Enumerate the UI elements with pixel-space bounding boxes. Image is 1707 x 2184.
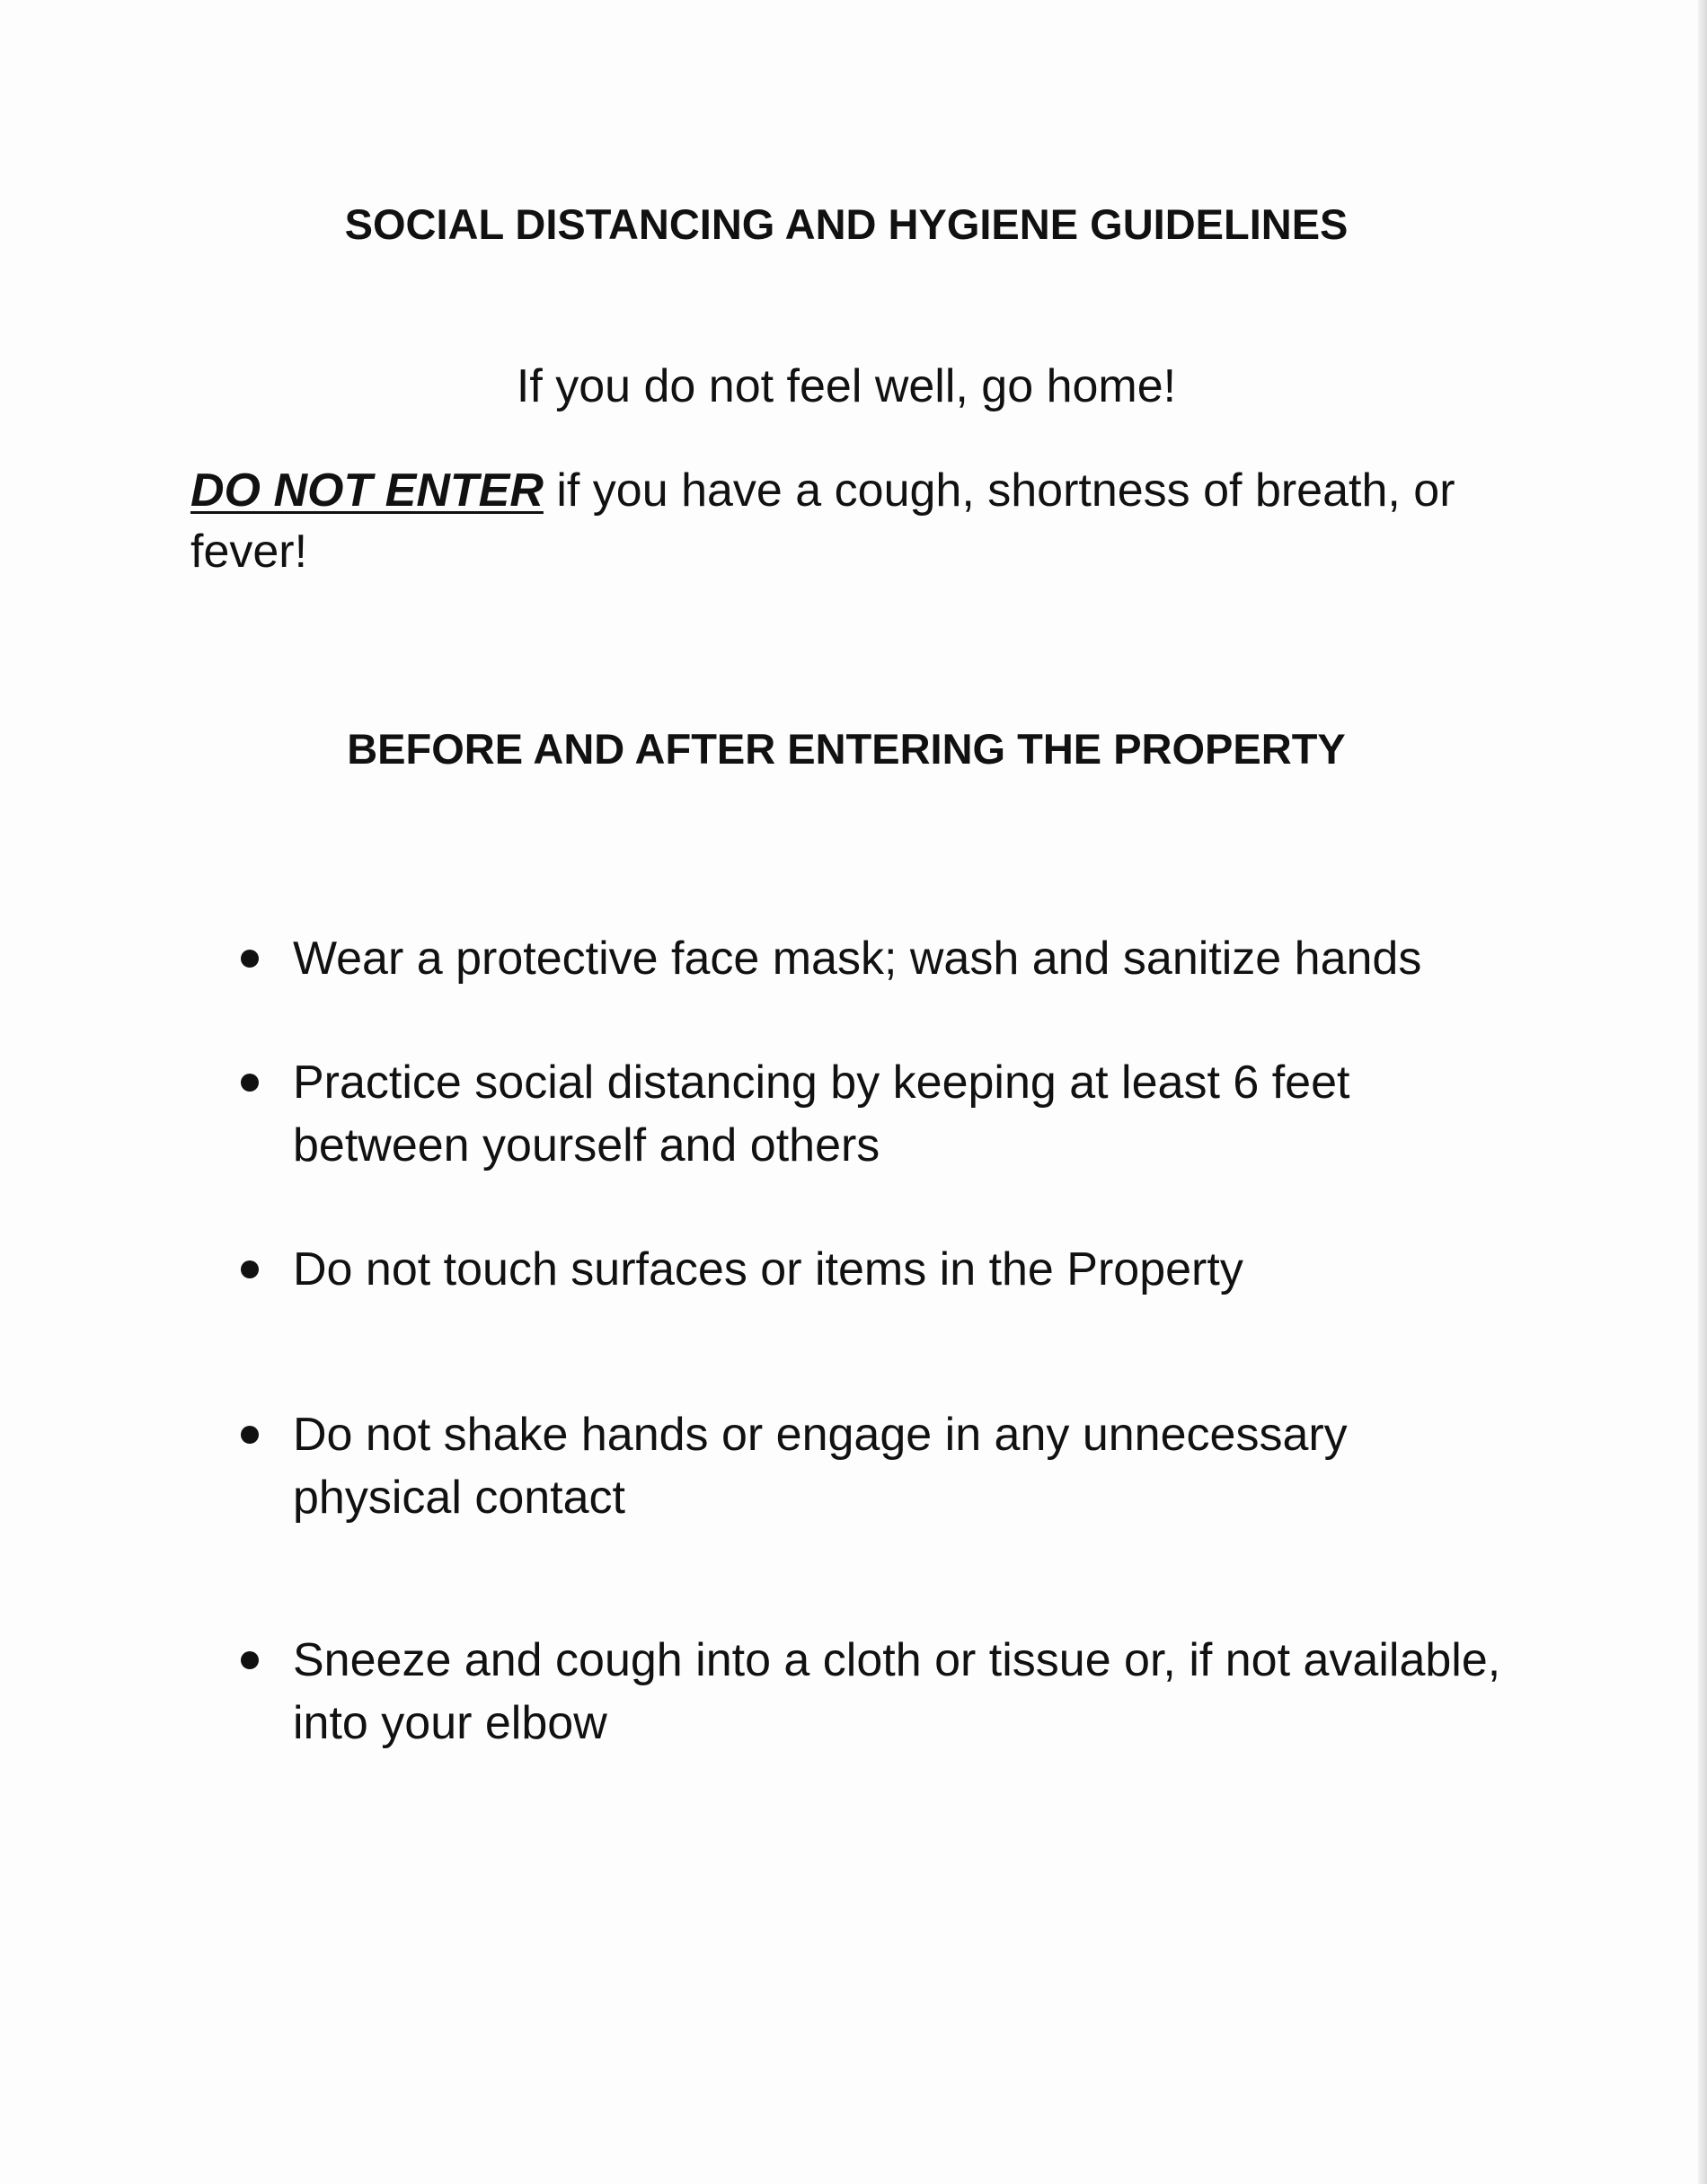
document-title: SOCIAL DISTANCING AND HYGIENE GUIDELINES [344, 200, 1349, 248]
stay-home-notice: If you do not feel well, go home! [516, 360, 1177, 412]
guideline-list-item [241, 1238, 1517, 1301]
do-not-enter-emphasis: DO NOT ENTER [190, 464, 544, 517]
bullet-icon [241, 1629, 293, 1692]
guideline-list-item [241, 1403, 1517, 1529]
guideline-text: Wear a protective face mask; wash and sanitize hands [293, 933, 1422, 985]
guideline-list-item [241, 927, 1517, 990]
page-edge-shadow [1698, 0, 1707, 2184]
guideline-text: Practice social distancing by keeping at least 6 feet between yourself and others [293, 1057, 1350, 1172]
guideline-text: Do not touch surfaces or items in the Property [293, 1243, 1243, 1295]
bullet-icon [241, 1051, 293, 1114]
guideline-list-item [241, 1629, 1517, 1755]
guideline-text: Sneeze and cough into a cloth or tissue or, if not available, into your elbow [293, 1634, 1501, 1749]
guideline-list-item [241, 1051, 1517, 1177]
bullet-icon [241, 927, 293, 990]
guideline-text: Do not shake hands or engage in any unnecessary physical contact [293, 1409, 1348, 1524]
entry-warning-text: if you have a cough, shortness of breath, or fever! [190, 464, 1455, 578]
bullet-icon [241, 1403, 293, 1466]
bullet-icon [241, 1238, 293, 1301]
section-heading: BEFORE AND AFTER ENTERING THE PROPERTY [347, 725, 1346, 773]
entry-warning [190, 460, 1466, 582]
